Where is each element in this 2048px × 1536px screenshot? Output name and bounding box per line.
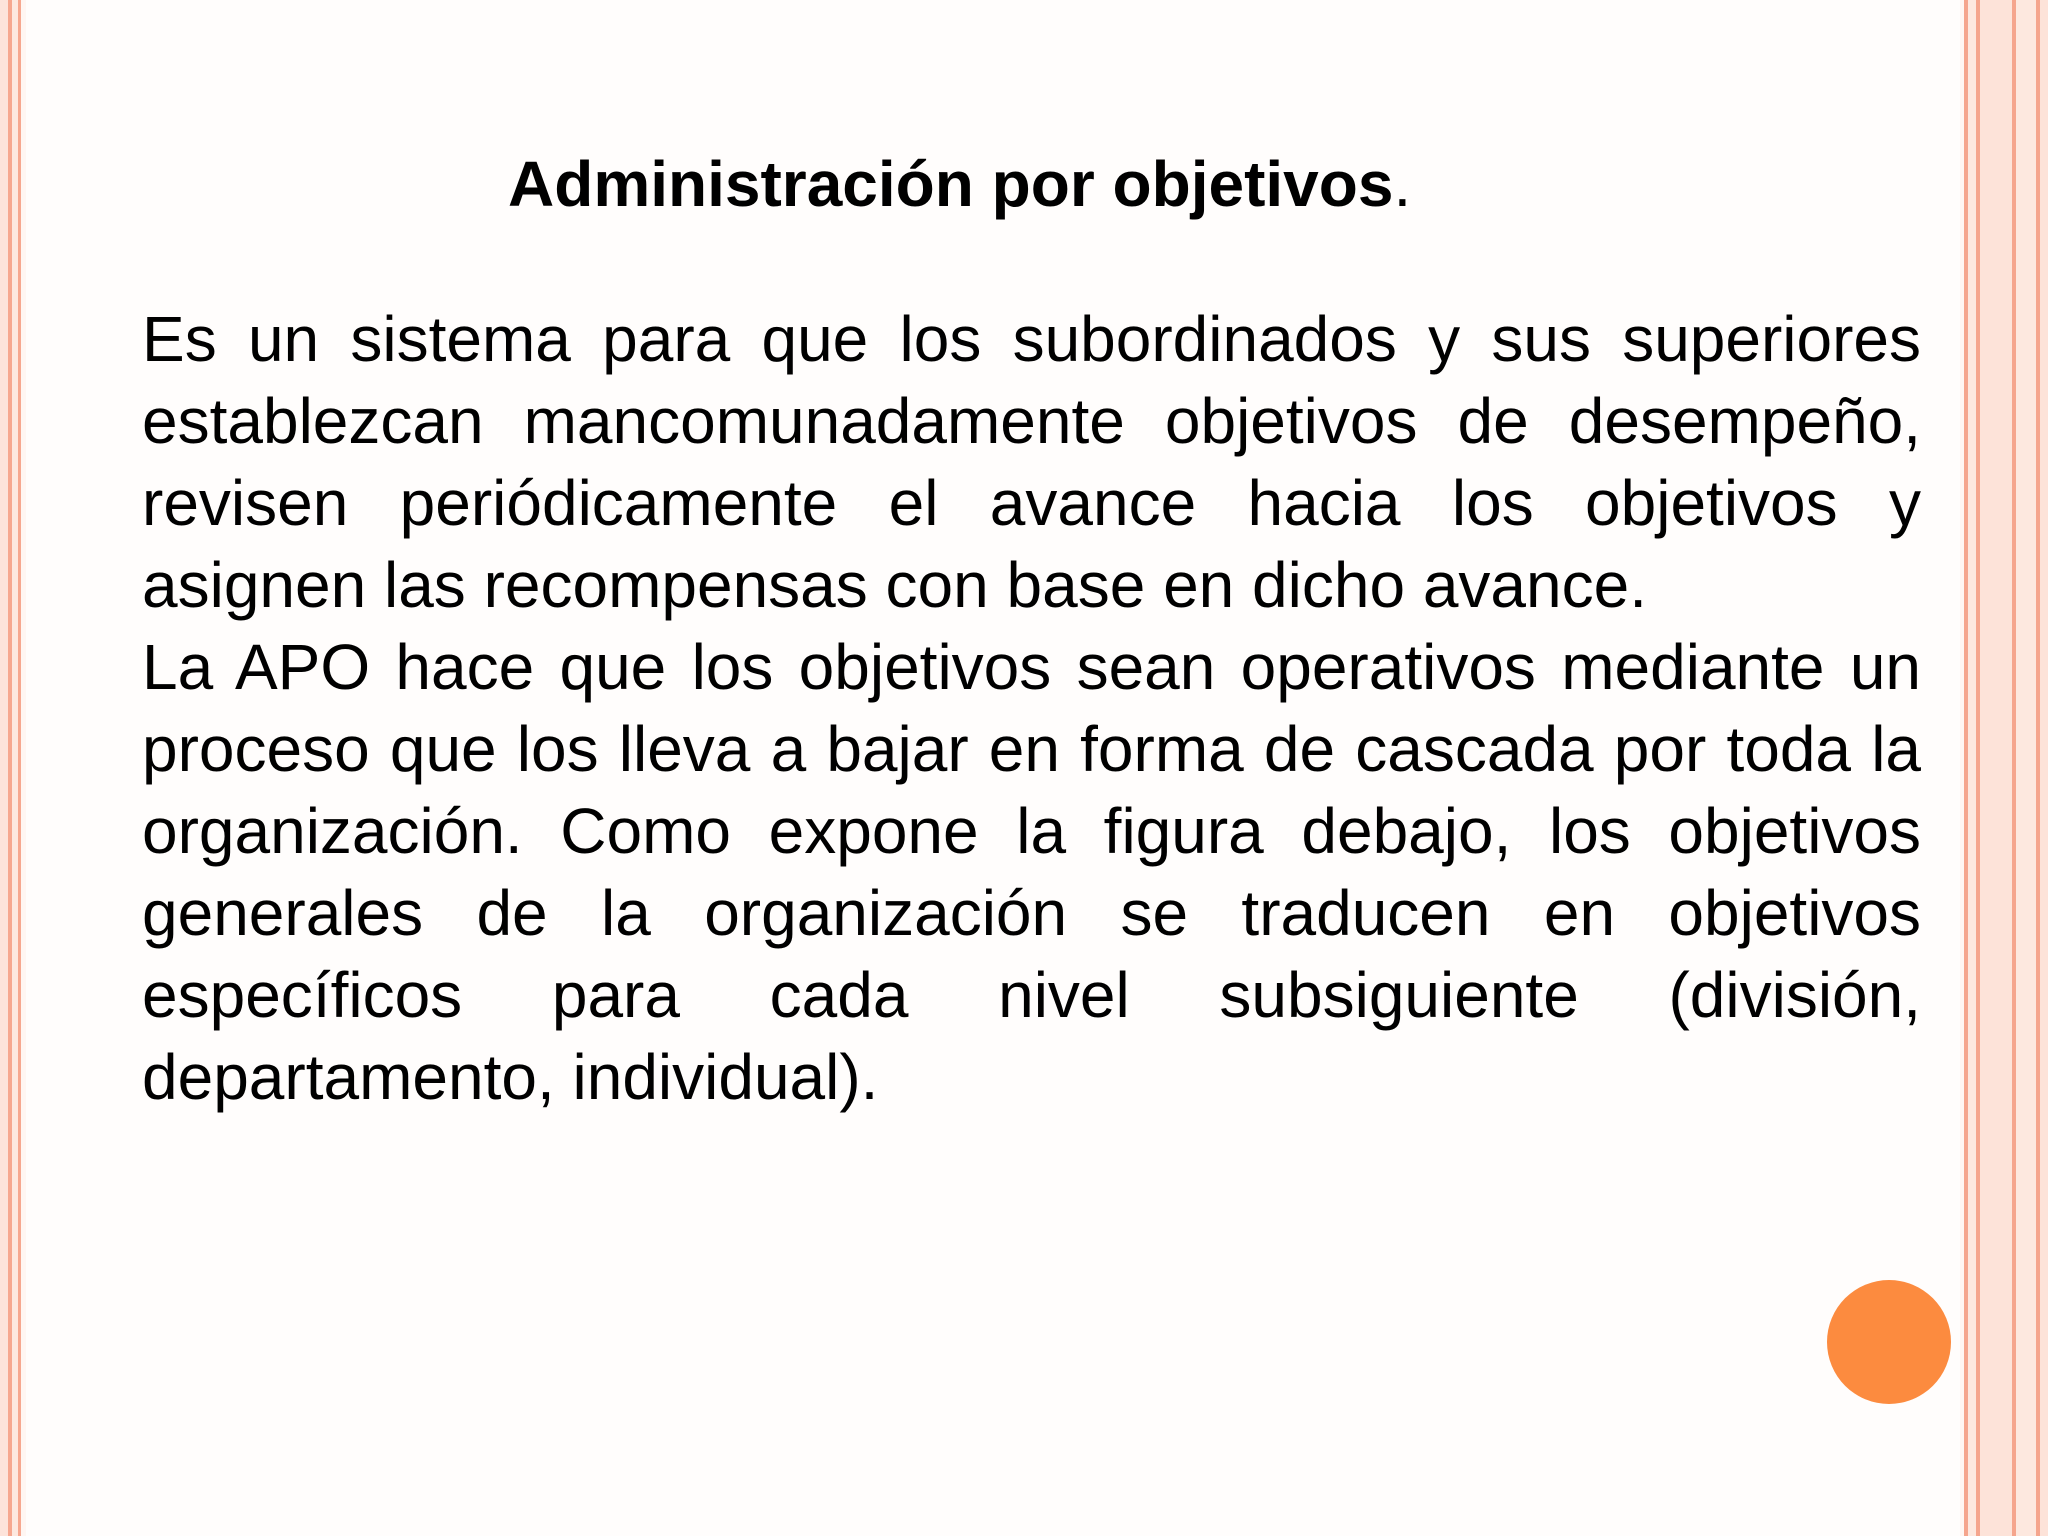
slide-title (508, 146, 1411, 222)
left-decorative-border (0, 0, 26, 1536)
slide-body (142, 298, 1921, 1118)
paragraph-apo: La APO hace que los objetivos sean operativos mediante un proceso que los lleva a bajar en forma de cascada por toda la organización. Como expone la figura debajo, los objetivos generales de la organización se traducen en objetivos específicos para cada nivel subsiguiente (división, departamento, individual). (142, 631, 1921, 1113)
orange-circle-decoration (1827, 1280, 1951, 1404)
right-decorative-border (1960, 0, 2048, 1536)
slide-title-suffix: . (1393, 148, 1412, 220)
slide-title-text: Administración por objetivos (508, 148, 1394, 220)
paragraph-definition: Es un sistema para que los subordinados y sus superiores establezcan mancomunadamente objetivos de desempeño, revisen periódicamente el avance hacia los objetivos y asignen las recompensas con base en dicho avance. (142, 303, 1921, 621)
